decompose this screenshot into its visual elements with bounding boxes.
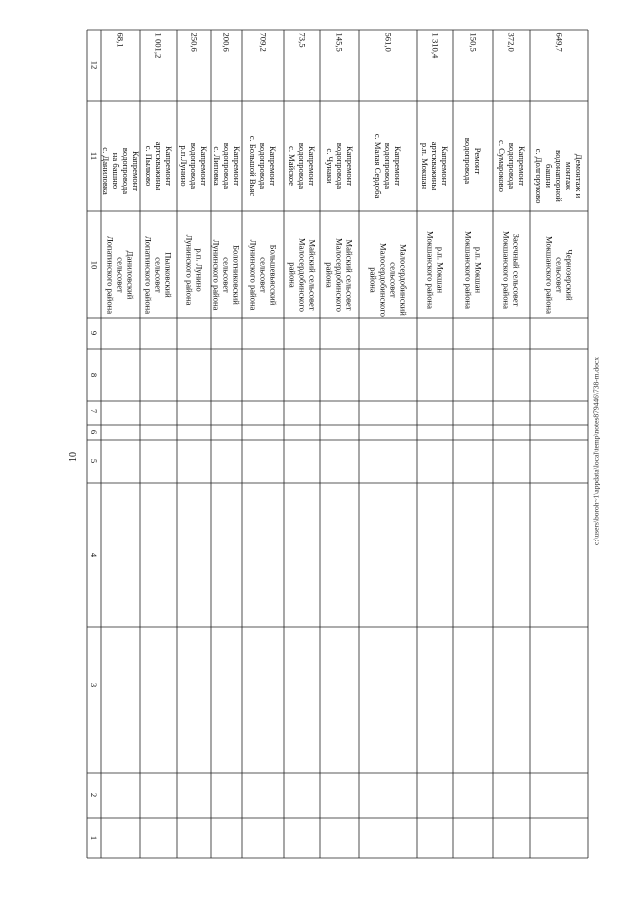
cell-text: Капремонт артскважины р.п. Мокшан bbox=[420, 141, 450, 191]
cell-text: Майский сельсовет Малосердобинского района bbox=[287, 237, 317, 312]
table-cell-c11 bbox=[242, 101, 284, 211]
column-number-label: 10 bbox=[89, 260, 99, 270]
cell-text: Капремонт водопровода с. Малая Сердоба bbox=[373, 133, 403, 199]
table-cell-c11 bbox=[101, 101, 140, 211]
table-cell-c12 bbox=[493, 30, 530, 101]
cell-text: р.п. Лунино Лунинского района bbox=[184, 234, 204, 305]
column-number-label: 9 bbox=[88, 330, 99, 336]
table-cell-c11 bbox=[140, 101, 177, 211]
table-cell-c11 bbox=[417, 101, 453, 211]
cell-text: 649,7 bbox=[554, 32, 564, 52]
cell-text: Демонтаж и монтаж водонапорной башни с. Долгоруково bbox=[534, 148, 584, 204]
cell-text: 200,6 bbox=[221, 32, 232, 52]
cell-text: р.п. Мокшан Мокшанского района bbox=[463, 230, 483, 309]
table-cell-c10 bbox=[284, 211, 320, 318]
table-cell-c12 bbox=[320, 30, 359, 101]
table-cell-c12 bbox=[417, 30, 453, 101]
table-cell-c10 bbox=[140, 211, 177, 318]
cell-text: Чернозерский сельсовет Мокшанского района bbox=[544, 235, 574, 314]
table-cell-c11 bbox=[453, 101, 493, 211]
cell-text: 561,0 bbox=[383, 32, 393, 52]
cell-text: 1 001,2 bbox=[153, 32, 164, 58]
column-number-11 bbox=[87, 148, 101, 164]
table-cell-c12 bbox=[211, 30, 242, 101]
cell-text: 145,5 bbox=[334, 32, 345, 52]
column-number-label: 11 bbox=[89, 151, 99, 161]
table-cell-c11 bbox=[320, 101, 359, 211]
column-number-label: 12 bbox=[89, 60, 99, 70]
column-number-8 bbox=[87, 367, 101, 383]
table-cell-c10 bbox=[320, 211, 359, 318]
cell-text: Даниловский сельсовет Лопатинского района bbox=[105, 235, 136, 314]
column-number-5 bbox=[87, 453, 101, 469]
table-cell-c11 bbox=[284, 101, 320, 211]
cell-text: Капремонт водопровода с. Большой Вьяс bbox=[248, 135, 278, 197]
cell-text: 250,6 bbox=[189, 32, 199, 52]
table-cell-c12 bbox=[140, 30, 177, 101]
table-cell-c11 bbox=[530, 101, 588, 211]
table-cell-c11 bbox=[211, 101, 242, 211]
cell-text: 68,1 bbox=[115, 32, 126, 48]
table-cell-c12 bbox=[177, 30, 211, 101]
column-number-1 bbox=[87, 830, 101, 846]
table-cell-c12 bbox=[101, 30, 140, 101]
cell-text: Капремонт артскважины с. Пылково bbox=[143, 141, 174, 191]
table-cell-c12 bbox=[242, 30, 284, 101]
cell-text: 73,5 bbox=[297, 32, 307, 48]
table-cell-c10 bbox=[101, 211, 140, 318]
column-number-6 bbox=[87, 424, 101, 440]
cell-text: Пылковский сельсовет Лопатинского района bbox=[143, 235, 174, 314]
cell-text: Малосердобинский сельсовет Малосердобинского района bbox=[368, 242, 408, 317]
column-number-10 bbox=[87, 257, 101, 273]
table-cell-c11 bbox=[177, 101, 211, 211]
column-number-label: 2 bbox=[88, 792, 99, 798]
table-cell-c10 bbox=[177, 211, 211, 318]
table-cell-c10 bbox=[417, 211, 453, 318]
cell-text: Капремонт водопровода с. Сумароково bbox=[496, 140, 527, 192]
table-cell-c11 bbox=[493, 101, 530, 211]
column-number-3 bbox=[87, 677, 101, 693]
cell-text: 1 310,4 bbox=[430, 32, 440, 58]
column-number-9 bbox=[87, 325, 101, 341]
column-number-label: 5 bbox=[88, 458, 99, 464]
column-number-4 bbox=[87, 547, 101, 563]
table-cell-c10 bbox=[493, 211, 530, 318]
column-number-label: 3 bbox=[88, 682, 99, 688]
cell-text: р.п. Мокшан Мокшанского района bbox=[425, 230, 445, 309]
table-cell-c10 bbox=[242, 211, 284, 318]
column-number-2 bbox=[87, 787, 101, 803]
table-cell-c12 bbox=[453, 30, 493, 101]
table-cell-c12 bbox=[359, 30, 417, 101]
cell-text: Большевьясский сельсовет Лунинского района bbox=[248, 239, 278, 310]
column-number-7 bbox=[87, 403, 101, 419]
cell-text: Болотниковский сельсовет Лунинского района bbox=[211, 239, 242, 310]
cell-text: Засечный сельсовет Мокшанского района bbox=[501, 230, 522, 309]
cell-text: Капремонт водопровода на башню с. Даниловка bbox=[100, 147, 141, 195]
cell-text: 372,0 bbox=[506, 32, 517, 52]
column-number-12 bbox=[87, 57, 101, 73]
cell-text: Капремонт водопровода р.п.Лунино bbox=[179, 142, 209, 190]
cell-text: 709,2 bbox=[258, 32, 268, 52]
cell-text: Ремонт водопровода bbox=[463, 137, 483, 185]
column-number-label: 7 bbox=[88, 408, 99, 414]
cell-text: Капремонт водопровода с. Чунаки bbox=[324, 142, 355, 190]
column-number-label: 6 bbox=[88, 429, 99, 435]
footer-file-path: c:\users\boroh~1\appdata\local\temp\notes879446\738-m.docx bbox=[591, 357, 601, 545]
table-cell-c11 bbox=[359, 101, 417, 211]
page-number: 10 bbox=[68, 452, 79, 462]
table-cell-c10 bbox=[211, 211, 242, 318]
cell-text: Капремонт водопровода с. Липовка bbox=[211, 142, 242, 190]
column-number-label: 8 bbox=[88, 372, 99, 378]
column-number-label: 1 bbox=[88, 835, 99, 841]
table-cell-c10 bbox=[453, 211, 493, 318]
table-cell-c12 bbox=[284, 30, 320, 101]
cell-text: Капремонт водопровода с. Майское bbox=[287, 142, 317, 190]
table-cell-c10 bbox=[359, 211, 417, 318]
table-cell-c12 bbox=[530, 30, 588, 101]
column-number-label: 4 bbox=[88, 552, 99, 558]
cell-text: 150,5 bbox=[468, 32, 478, 52]
cell-text: Майский сельсовет Малосердобинского района bbox=[324, 237, 355, 312]
